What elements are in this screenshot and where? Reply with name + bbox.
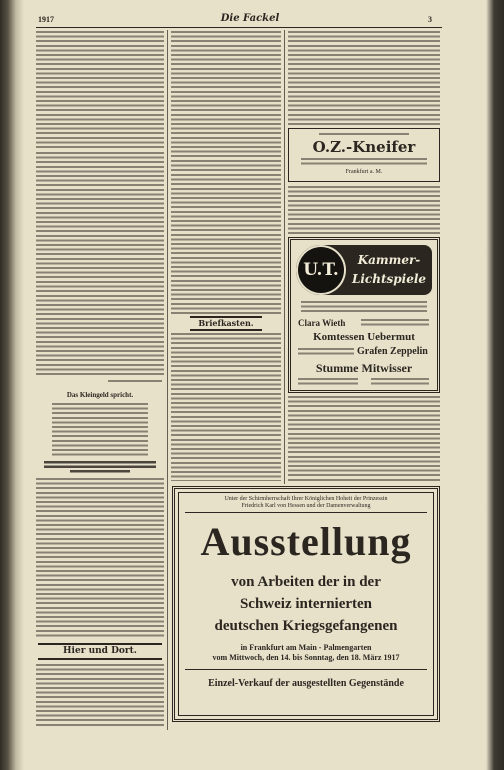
body-text-block (288, 31, 440, 125)
cinema-name: Kammer-Lichtspiele (351, 253, 427, 286)
kneifer-city: Frankfurt a. M. (345, 169, 383, 175)
section-heading-briefkasten: Briefkasten. (190, 316, 262, 331)
ad-small-text (371, 378, 429, 387)
ad-small-text (361, 319, 429, 326)
actress-name: Clara Wieth (298, 318, 346, 328)
page-number: 3 (428, 15, 432, 24)
film-title-komtessen: Komtessen Uebermut (313, 331, 415, 343)
page-right-edge (486, 0, 504, 770)
ad-rule (185, 669, 427, 670)
exhibition-venue: in Frankfurt am Main - Palmengarten (240, 643, 372, 652)
body-text-block (288, 396, 440, 482)
exhibition-line-3: deutschen Kriegsgefangenen (214, 618, 398, 634)
header-rule (36, 27, 442, 28)
section-heading-hier-und-dort: Hier und Dort. (38, 643, 162, 660)
ad-small-text (298, 348, 354, 357)
masthead-title: Die Fackel (220, 13, 280, 24)
kneifer-advertisement (288, 128, 440, 182)
ad-small-text (301, 158, 427, 165)
exhibition-line-2: Schweiz internierten (239, 596, 373, 612)
body-text-block (36, 31, 164, 149)
article-heading (44, 461, 156, 468)
film-title-zeppelin: Grafen Zeppelin (357, 346, 428, 357)
body-text-block (36, 281, 164, 377)
ut-logo-banner (296, 245, 432, 295)
ut-logo: U.T. (296, 245, 346, 295)
film-title-mitwisser: Stumme Mitwisser (315, 361, 413, 375)
body-text-block (36, 664, 164, 728)
body-text-block (36, 478, 164, 638)
exhibition-title: Ausstellung (200, 519, 412, 564)
exhibition-dates: vom Mittwoch, den 14. bis Sonntag, den 18. März 1917 (212, 653, 400, 662)
ad-small-text (319, 133, 409, 136)
patronage-line-2: Friedrich Karl von Hessen und der Damenverwaltung (241, 503, 371, 509)
ad-rule (185, 512, 427, 513)
exhibition-advertisement (172, 486, 440, 722)
header-year: 1917 (38, 15, 54, 24)
body-text-block (36, 152, 164, 278)
exhibition-sale-note: Einzel-Verkauf der ausgestellten Gegenstände (208, 678, 404, 689)
ad-inner-border (178, 492, 434, 716)
poem-text (52, 403, 148, 456)
kammer-lichtspiele-advertisement (288, 237, 440, 393)
body-text-block (171, 31, 281, 171)
page-spine-shadow (0, 0, 24, 770)
kneifer-product-name: O.Z.-Kneifer (312, 138, 416, 156)
ad-small-text (301, 301, 427, 313)
ad-small-text (298, 378, 358, 387)
patronage-line-1: Unter der Schirmherrschaft Ihrer Königlichen Hoheit der Prinzessin (224, 496, 388, 502)
body-text-block (288, 186, 440, 234)
column-rule-right (284, 30, 285, 484)
column-rule-left (167, 30, 168, 730)
body-text-block (171, 174, 281, 314)
author-signature (108, 380, 162, 383)
exhibition-line-1: von Arbeiten der in der (231, 574, 381, 590)
body-text-block (171, 333, 281, 481)
article-heading (70, 470, 130, 473)
poem-heading: Das Kleingeld spricht. (66, 391, 134, 399)
